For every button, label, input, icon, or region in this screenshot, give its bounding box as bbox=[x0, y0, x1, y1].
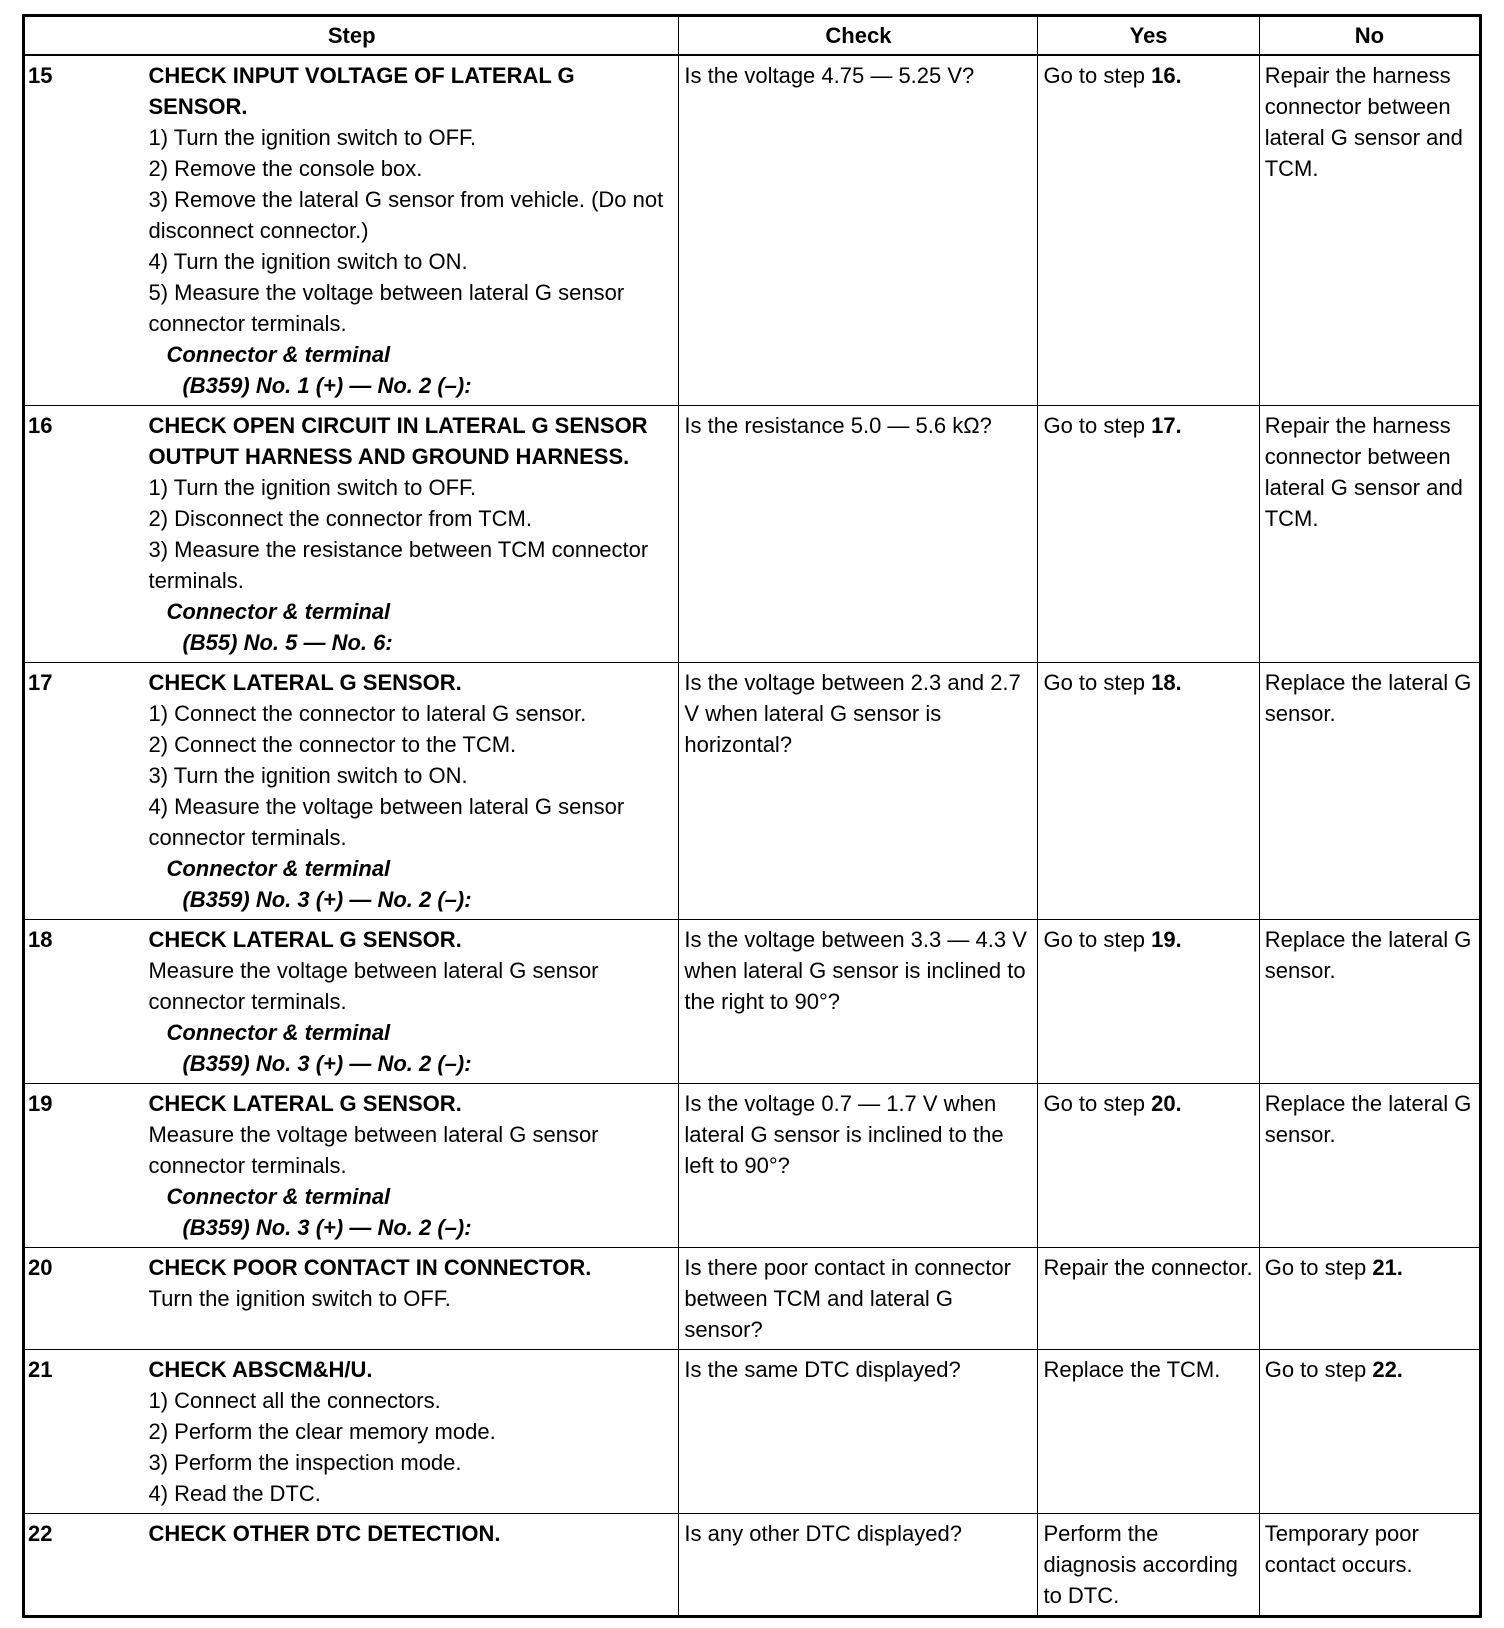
no-step-ref: 22. bbox=[1372, 1357, 1403, 1382]
table-row bbox=[24, 1350, 1481, 1514]
step-number: 15 bbox=[24, 55, 143, 406]
no-text: Replace the lateral G sensor. bbox=[1264, 1091, 1472, 1147]
connector-label: Connector & terminal bbox=[166, 342, 391, 367]
yes-cell bbox=[1038, 1084, 1259, 1248]
step-instruction: 1) Turn the ignition switch to OFF. bbox=[148, 475, 477, 500]
yes-step-ref: 17. bbox=[1151, 413, 1182, 438]
step-number: 16 bbox=[24, 406, 143, 663]
no-cell bbox=[1259, 663, 1480, 920]
table-row bbox=[24, 1514, 1481, 1617]
yes-cell bbox=[1038, 55, 1259, 406]
step-cell bbox=[142, 55, 678, 406]
step-instruction: 3) Remove the lateral G sensor from vehicle. (Do not disconnect connector.) bbox=[148, 187, 664, 243]
no-text: Repair the harness connector between lateral G sensor and TCM. bbox=[1264, 413, 1463, 531]
yes-cell bbox=[1038, 663, 1259, 920]
connector-label: Connector & terminal bbox=[166, 1020, 391, 1045]
yes-cell bbox=[1038, 920, 1259, 1084]
yes-text: Go to step bbox=[1043, 670, 1152, 695]
connector-label: Connector & terminal bbox=[166, 856, 391, 881]
table-row bbox=[24, 1248, 1481, 1350]
step-instruction: 5) Measure the voltage between lateral G sensor connector terminals. bbox=[148, 280, 625, 336]
yes-cell bbox=[1038, 1514, 1259, 1617]
table-row bbox=[24, 1084, 1481, 1248]
step-instruction: Turn the ignition switch to OFF. bbox=[148, 1286, 451, 1311]
step-title: CHECK LATERAL G SENSOR. bbox=[148, 927, 462, 952]
table-row bbox=[24, 55, 1481, 406]
no-cell bbox=[1259, 1514, 1480, 1617]
connector-terminal-value: (B359) No. 3 (+) — No. 2 (–): bbox=[182, 887, 472, 912]
yes-cell bbox=[1038, 1350, 1259, 1514]
connector-terminal-value: (B359) No. 1 (+) — No. 2 (–): bbox=[182, 373, 472, 398]
step-instruction: 4) Measure the voltage between lateral G sensor connector terminals. bbox=[148, 794, 625, 850]
step-cell bbox=[142, 1514, 678, 1617]
step-number: 21 bbox=[24, 1350, 143, 1514]
step-number: 18 bbox=[24, 920, 143, 1084]
yes-text: Go to step bbox=[1043, 1091, 1152, 1116]
yes-text: Go to step bbox=[1043, 927, 1152, 952]
step-title: CHECK LATERAL G SENSOR. bbox=[148, 1091, 462, 1116]
step-instruction: 4) Read the DTC. bbox=[148, 1481, 321, 1506]
step-title: CHECK POOR CONTACT IN CONNECTOR. bbox=[148, 1255, 592, 1280]
check-cell: Is any other DTC displayed? bbox=[679, 1514, 1038, 1617]
step-cell bbox=[142, 1084, 678, 1248]
yes-text: Go to step bbox=[1043, 63, 1152, 88]
step-number: 22 bbox=[24, 1514, 143, 1617]
check-cell: Is the same DTC displayed? bbox=[679, 1350, 1038, 1514]
connector-terminal-value: (B359) No. 3 (+) — No. 2 (–): bbox=[182, 1215, 472, 1240]
no-text: Temporary poor contact occurs. bbox=[1264, 1521, 1419, 1577]
step-title: CHECK OTHER DTC DETECTION. bbox=[148, 1521, 501, 1546]
step-number: 19 bbox=[24, 1084, 143, 1248]
table-row bbox=[24, 663, 1481, 920]
no-text: Replace the lateral G sensor. bbox=[1264, 927, 1472, 983]
check-cell: Is the resistance 5.0 — 5.6 kΩ? bbox=[679, 406, 1038, 663]
step-instruction: 2) Disconnect the connector from TCM. bbox=[148, 506, 532, 531]
no-cell bbox=[1259, 1350, 1480, 1514]
yes-text: Replace the TCM. bbox=[1043, 1357, 1221, 1382]
step-instruction: 2) Remove the console box. bbox=[148, 156, 423, 181]
no-cell bbox=[1259, 55, 1480, 406]
step-title: CHECK LATERAL G SENSOR. bbox=[148, 670, 462, 695]
check-cell: Is the voltage 4.75 — 5.25 V? bbox=[679, 55, 1038, 406]
connector-terminal-value: (B55) No. 5 — No. 6: bbox=[182, 630, 393, 655]
step-cell bbox=[142, 1248, 678, 1350]
step-number: 20 bbox=[24, 1248, 143, 1350]
table-row bbox=[24, 406, 1481, 663]
no-cell bbox=[1259, 920, 1480, 1084]
header-yes: Yes bbox=[1038, 16, 1259, 56]
step-instruction: 2) Perform the clear memory mode. bbox=[148, 1419, 496, 1444]
connector-terminal-value: (B359) No. 3 (+) — No. 2 (–): bbox=[182, 1051, 472, 1076]
table-body bbox=[24, 55, 1481, 1617]
connector-label: Connector & terminal bbox=[166, 1184, 391, 1209]
connector-label: Connector & terminal bbox=[166, 599, 391, 624]
check-cell: Is the voltage between 2.3 and 2.7 V when lateral G sensor is horizontal? bbox=[679, 663, 1038, 920]
step-instruction: 3) Measure the resistance between TCM connector terminals. bbox=[148, 537, 649, 593]
no-text: Go to step bbox=[1264, 1357, 1373, 1382]
table-row bbox=[24, 920, 1481, 1084]
yes-step-ref: 18. bbox=[1151, 670, 1182, 695]
step-cell bbox=[142, 920, 678, 1084]
step-number: 17 bbox=[24, 663, 143, 920]
step-title: CHECK ABSCM&H/U. bbox=[148, 1357, 373, 1382]
no-text: Repair the harness connector between lateral G sensor and TCM. bbox=[1264, 63, 1463, 181]
step-instruction: Measure the voltage between lateral G sensor connector terminals. bbox=[148, 958, 599, 1014]
header-row bbox=[24, 16, 1481, 56]
step-cell bbox=[142, 1350, 678, 1514]
header-no: No bbox=[1259, 16, 1480, 56]
yes-text: Perform the diagnosis according to DTC. bbox=[1043, 1521, 1238, 1608]
step-title: CHECK INPUT VOLTAGE OF LATERAL G SENSOR. bbox=[148, 63, 575, 119]
step-instruction: 3) Perform the inspection mode. bbox=[148, 1450, 462, 1475]
step-title: CHECK OPEN CIRCUIT IN LATERAL G SENSOR OUTPUT HARNESS AND GROUND HARNESS. bbox=[148, 413, 648, 469]
step-instruction: 2) Connect the connector to the TCM. bbox=[148, 732, 517, 757]
no-cell bbox=[1259, 406, 1480, 663]
yes-step-ref: 19. bbox=[1151, 927, 1182, 952]
yes-step-ref: 16. bbox=[1151, 63, 1182, 88]
step-instruction: 4) Turn the ignition switch to ON. bbox=[148, 249, 468, 274]
step-cell bbox=[142, 663, 678, 920]
step-instruction: Measure the voltage between lateral G sensor connector terminals. bbox=[148, 1122, 599, 1178]
no-step-ref: 21. bbox=[1372, 1255, 1403, 1280]
step-instruction: 1) Connect the connector to lateral G sensor. bbox=[148, 701, 587, 726]
step-cell bbox=[142, 406, 678, 663]
step-instruction: 3) Turn the ignition switch to ON. bbox=[148, 763, 468, 788]
no-cell bbox=[1259, 1084, 1480, 1248]
check-cell: Is there poor contact in connector between TCM and lateral G sensor? bbox=[679, 1248, 1038, 1350]
header-check: Check bbox=[679, 16, 1038, 56]
check-cell: Is the voltage between 3.3 — 4.3 V when lateral G sensor is inclined to the right to 90°? bbox=[679, 920, 1038, 1084]
header-step: Step bbox=[24, 16, 679, 56]
check-cell: Is the voltage 0.7 — 1.7 V when lateral G sensor is inclined to the left to 90°? bbox=[679, 1084, 1038, 1248]
yes-text: Repair the connector. bbox=[1043, 1255, 1253, 1280]
yes-cell bbox=[1038, 406, 1259, 663]
yes-text: Go to step bbox=[1043, 413, 1152, 438]
yes-cell bbox=[1038, 1248, 1259, 1350]
yes-step-ref: 20. bbox=[1151, 1091, 1182, 1116]
step-instruction: 1) Turn the ignition switch to OFF. bbox=[148, 125, 477, 150]
no-text: Go to step bbox=[1264, 1255, 1373, 1280]
diagnostic-table bbox=[22, 14, 1482, 1618]
no-text: Replace the lateral G sensor. bbox=[1264, 670, 1472, 726]
no-cell bbox=[1259, 1248, 1480, 1350]
step-instruction: 1) Connect all the connectors. bbox=[148, 1388, 441, 1413]
